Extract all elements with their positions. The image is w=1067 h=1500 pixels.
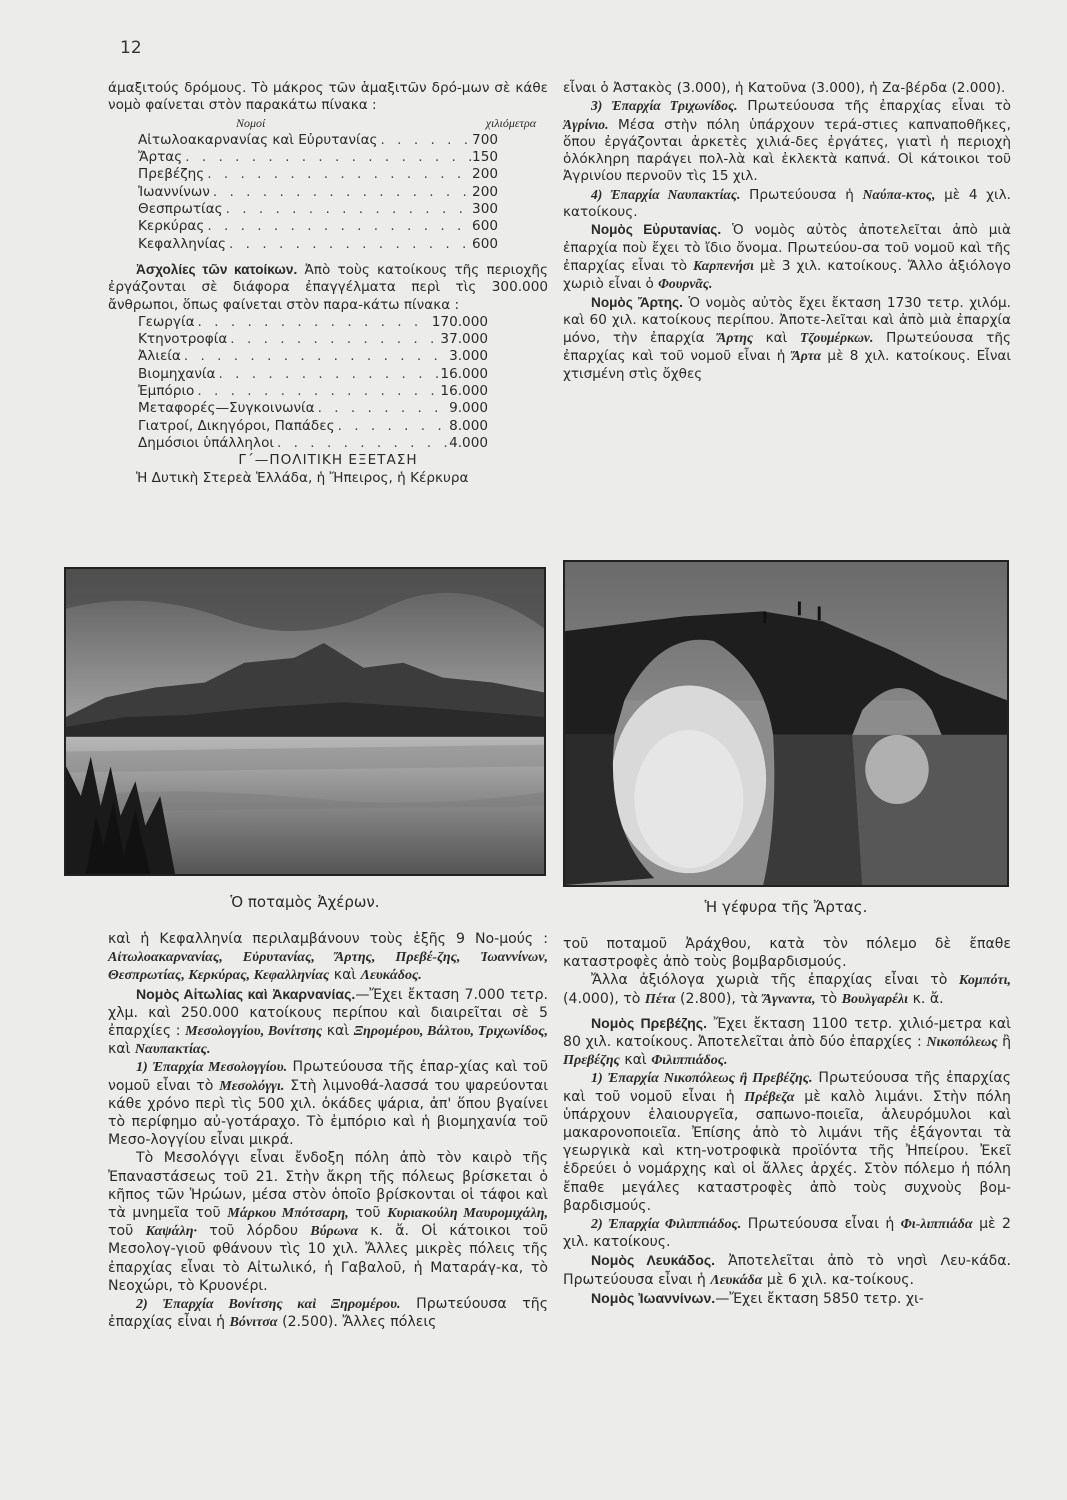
bottom-right-column	[563, 935, 1011, 1308]
table-row: Κερκύρας . . . 600	[108, 218, 548, 235]
table-row: Ἄρτας . . . 150	[108, 149, 548, 166]
arta-bridge-photo	[563, 560, 1009, 887]
roads-intro: άμαξιτούς δρόμους. Τὸ μάκρος τῶν ἁμαξιτῶν δρό-μων σὲ κάθε νομὸ φαίνεται στὸν παρακάτω πίνακα :	[108, 80, 548, 114]
table-row: Γεωργία . . . 170.000	[108, 314, 548, 331]
table-row: Μεταφορές—Συγκοινωνία . . . 9.000	[108, 400, 548, 417]
paragraph: Νομὸς Πρεβέζης. Ἔχει ἔκταση 1100 τετρ. χιλιό-μετρα καὶ 80 χιλ. κατοίκους. Ἀποτελεῖται ἀπὸ δύο ἐπαρχίες : Νικοπόλεως ἢ Πρεβέζης καὶ Φιλιππιάδος.	[563, 1014, 1011, 1069]
arch-bridge-image	[565, 562, 1007, 885]
paragraph: Νομὸς Λευκάδος. Ἀποτελεῖται ἀπὸ τὸ νησὶ Λευ-κάδα. Πρωτεύουσα εἶναι ἡ Λευκάδα μὲ 6 χιλ. κα-τοίκους.	[563, 1252, 1011, 1288]
paragraph: 3) Ἐπαρχία Τριχωνίδος. Πρωτεύουσα τῆς ἐπαρχίας εἶναι τὸ Ἀγρίνιο. Μέσα στὴν πόλη ὑπάρχουν τερά-στιες καπναποθῆκες, ὅπου ἐργάζονται ἀρκετὲς χιλιά-δες ἐργάτες, γιατὶ ἡ περιοχὴ ὁλόκληρη παράγει πολ-λὰ καὶ ἐκλεκτὰ καπνά. Οἱ κάτοικοι τοῦ Ἀγρινίου περνοῦν τὶς 15 χιλ.	[563, 98, 1011, 185]
paragraph: Τὸ Μεσολόγγι εἶναι ἔνδοξη πόλη ἀπὸ τὸν καιρὸ τῆς Ἐπαναστάσεως τοῦ 21. Στὴν ἄκρη τῆς πόλεως βρίσκεται ὁ κῆπος τῶν Ἡρώων, μέσα στὸν ὁποῖο βρίσκονται οἱ τάφοι καὶ τὰ μνημεῖα τοῦ Μάρκου Μπότσαρη, τοῦ Κυριακούλη Μαυρομιχάλη, τοῦ Καψάλη· τοῦ λόρδου Βύρωνα κ. ἄ. Οἱ κάτοικοι τοῦ Μεσολογ-γιοῦ φθάνουν τὶς 10 χιλ. Ἄλλες μικρὲς πόλεις τῆς ἐπαρχίας εἶναι τὸ Αἰτωλικό, ἡ Γαβαλοῦ, ἡ Ματαράγ-κα, τὸ Νεοχώρι, τὸ Κρυονέρι.	[108, 1150, 548, 1294]
paragraph: Νομὸς Ἰωαννίνων.—Ἔχει ἔκταση 5850 τετρ. χι-	[591, 1289, 924, 1307]
acheron-caption: Ὁ ποταμὸς Ἀχέρων.	[230, 893, 380, 911]
top-right-column	[563, 80, 1011, 383]
section-intro: Ἡ Δυτικὴ Στερεὰ Ἑλλάδα, ἡ Ἤπειρος, ἡ Κέρκυρα	[136, 469, 469, 486]
table-row: Βιομηχανία . . . 16.000	[108, 366, 548, 383]
roads-col-prefectures: Νομοί	[236, 115, 266, 130]
river-landscape-image	[66, 569, 544, 874]
paragraph: Νομὸς Εὐρυτανίας. Ὁ νομὸς αὐτὸς ἀποτελεῖται ἀπὸ μιὰ ἐπαρχία ποὺ ἔχει τὸ ἴδιο ὄνομα. Πρωτεύου-σα τοῦ νομοῦ καὶ τῆς ἐπαρχίας εἶναι τὸ Καρπενήσι μὲ 3 χιλ. κατοίκους. Ἄλλο ἀξιόλογο χωριὸ εἶναι ὁ Φουρνᾶς.	[563, 222, 1011, 293]
paragraph: 1) Ἐπαρχία Νικοπόλεως ἢ Πρεβέζης. Πρωτεύουσα τῆς ἐπαρχίας καὶ τοῦ νομοῦ εἶναι ἡ Πρέβεζα μὲ καλὸ λιμάνι. Στὴν πόλη ὑπάρχουν ἐλαιουργεῖα, σαπωνο-ποιεῖα, ἀλευρόμυλοι καὶ μακαρονοποιεῖα. Ἐπίσης ἀπὸ τὸ λιμάνι τῆς ἐξάγονται τὰ γεωργικὰ καὶ κτη-νοτροφικὰ προϊόντα τῆς Ἠπείρου. Ἐκεῖ ἑδρεύει ὁ νομάρχης καὶ οἱ ἄλλες ἀρχές. Στὸν πόλεμο ἡ πόλη ἔπαθε μεγάλες καταστροφὲς ἀπὸ τοὺς συχνοὺς βομ-βαρδισμούς.	[563, 1070, 1011, 1214]
table-row: Ἰωαννίνων . . . 200	[108, 184, 548, 201]
table-row: Δημόσιοι ὑπάλληλοι . . . 4.000	[108, 435, 548, 452]
table-row: Κεφαλληνίας . . . 600	[108, 236, 548, 253]
table-row: Ἐμπόριο . . . 16.000	[108, 383, 548, 400]
table-row: Αἰτωλοακαρνανίας καὶ Εὐρυτανίας . . . 700	[108, 132, 548, 149]
paragraph: 1) Ἐπαρχία Μεσολογγίου. Πρωτεύουσα τῆς ἐπαρ-χίας καὶ τοῦ νομοῦ εἶναι τὸ Μεσολόγγι. Στὴ λιμνοθά-λασσά του ψαρεύονται κάθε χρόνο περὶ τὶς 500 χιλ. ὀκάδες ψάρια, ἀπ' ὅπου βγαίνει τὸ περίφημο αὐ-γοτάραχο. Τὸ ἐμπόριο καὶ ἡ βιομηχανία τοῦ Μεσο-λογγίου εἶναι μικρά.	[108, 1059, 549, 1149]
occupations-heading: Ἀσχολίες τῶν κατοίκων.	[136, 261, 298, 277]
occupations-table	[108, 314, 548, 452]
paragraph: Νομὸς Ἄρτης. Ὁ νομὸς αὐτὸς ἔχει ἔκταση 1730 τετρ. χιλόμ. καὶ 60 χιλ. κατοίκους περίπου. Ἀποτε-λεῖται καὶ ἀπὸ μιὰ ἐπαρχία μόνο, τὴν ἐπαρχία Ἄρτης καὶ Τζουμέρκων. Πρωτεύουσα τῆς ἐπαρχίας καὶ τοῦ νομοῦ εἶναι ἡ Ἄρτα μὲ 8 χιλ. κατοίκους. Εἶναι χτισμένη στὶς ὄχθες	[563, 294, 1011, 382]
paragraph: 2) Ἐπαρχία Βονίτσης καὶ Ξηρομέρου. Πρωτεύουσα τῆς ἐπαρχίας εἶναι ἡ Βόνιτσα (2.500). Ἄλλες πόλεις	[108, 1296, 548, 1331]
section-heading: Γ΄—ΠΟΛΙΤΙΚΗ ΕΞΕΤΑΣΗ	[238, 452, 418, 469]
paragraph: Νομὸς Αἰτωλίας καὶ Ἀκαρνανίας.—Ἔχει ἔκταση 7.000 τετρ. χλμ. καὶ 250.000 κατοίκους περίπου καὶ διαιρεῖται σὲ 5 ἐπαρχίες : Μεσολογγίου, Βονίτσης καὶ Ξηρομέρου, Βάλτου, Τριχωνίδος, καὶ Ναυπακτίας.	[108, 985, 549, 1058]
occupations-paragraph: Ἀσχολίες τῶν κατοίκων. Ἀπὸ τοὺς κατοίκους τῆς περιοχῆς ἐργάζονται σὲ διάφορα ἐπαγγέλματα περὶ τὶς 300.000 ἄνθρωποι, ὅπως φαίνεται στὸν παρα-κάτω πίνακα :	[108, 261, 548, 313]
acheron-river-photo	[64, 567, 546, 876]
page-number: 12	[120, 38, 142, 58]
table-row: Θεσπρωτίας . . . 300	[108, 201, 548, 218]
roads-table-header	[108, 115, 548, 132]
roads-col-km: χιλιόμετρα	[485, 115, 536, 130]
table-row: Κτηνοτροφία . . . 37.000	[108, 331, 548, 348]
roads-table	[108, 132, 548, 253]
paragraph: Ἄλλα ἀξιόλογα χωριὰ τῆς ἐπαρχίας εἶναι τὸ Κομπότι, (4.000), τὸ Πέτα (2.800), τὰ Ἄγναντα, τὸ Βουλγαρέλι κ. ἄ.	[563, 972, 1012, 1007]
top-left-column	[108, 80, 548, 487]
arta-bridge-caption: Ἡ γέφυρα τῆς Ἄρτας.	[704, 898, 868, 916]
paragraph: 2) Ἐπαρχία Φιλιππιάδος. Πρωτεύουσα εἶναι ἡ Φι-λιππιάδα μὲ 2 χιλ. κατοίκους.	[563, 1216, 1011, 1251]
table-row: Ἀλιεία . . . 3.000	[108, 348, 548, 365]
paragraph: εἶναι ὁ Ἀστακὸς (3.000), ἡ Κατοῦνα (3.000), ἡ Ζα-βέρδα (2.000).	[563, 80, 1006, 96]
bottom-left-column	[108, 930, 548, 1331]
paragraph: 4) Ἐπαρχία Ναυπακτίας. Πρωτεύουσα ἡ Ναύπα-κτος, μὲ 4 χιλ. κατοίκους.	[563, 186, 1012, 221]
paragraph: τοῦ ποταμοῦ Ἀράχθου, κατὰ τὸν πόλεμο δὲ ἔπαθε καταστροφὲς ἀπὸ τοὺς βομβαρδισμούς.	[563, 936, 1011, 971]
table-row: Γιατροί, Δικηγόροι, Παπάδες . . . 8.000	[108, 418, 548, 435]
paragraph: καὶ ἡ Κεφαλληνία περιλαμβάνουν τοὺς ἑξῆς 9 Νο-μούς : Αἰτωλοακαρνανίας, Εὐρυτανίας, Ἄρτης, Πρεβέ-ζης, Ἰωαννίνων, Θεσπρωτίας, Κερκύρας, Κεφαλληνίας καὶ Λευκάδος.	[108, 931, 548, 984]
table-row: Πρεβέζης . . . 200	[108, 166, 548, 183]
